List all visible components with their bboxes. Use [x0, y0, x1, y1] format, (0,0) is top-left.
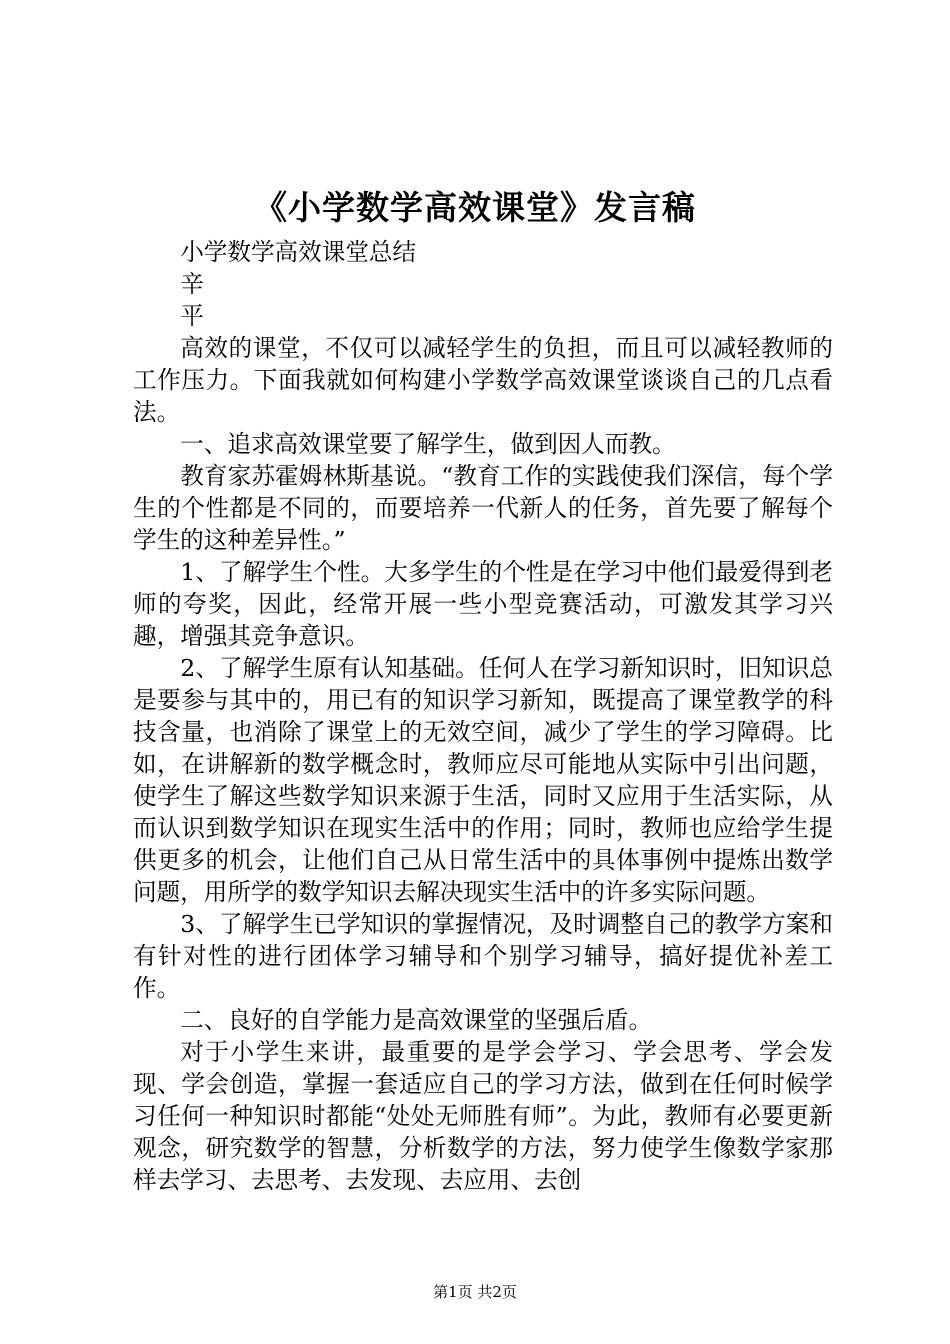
- paragraph-point-2: 2、了解学生原有认知基础。任何人在学习新知识时，旧知识总是要参与其中的，用已有的知识学习新知，既提高了课堂教学的科技含量，也消除了课堂上的无效空间，减少了学生的学习障碍。比如，在讲解新的数学概念时，教师应尽可能地从实际中引出问题，使学生了解这些数学知识来源于生活，同时又应用于生活实际，从而认识到数学知识在现实生活中的作用；同时，教师也应给学生提供更多的机会，让他们自己从日常生活中的具体事例中提炼出数学问题，用所学的数学知识去解决现实生活中的许多实际问题。: [133, 654, 833, 906]
- page-footer: 第1页 共2页: [433, 1283, 517, 1301]
- document-subtitle: 小学数学高效课堂总结: [180, 238, 417, 266]
- paragraph-intro: 高效的课堂，不仅可以减轻学生的负担，而且可以减轻教师的工作压力。下面我就如何构建小学数学高效课堂谈谈自己的几点看法。: [133, 334, 833, 426]
- section-heading-1: 一、追求高效课堂要了解学生，做到因人而教。: [180, 430, 676, 458]
- paragraph-quote: 教育家苏霍姆林斯基说。“教育工作的实践使我们深信，每个学生的个性都是不同的，而要培养一代新人的任务，首先要了解每个学生的这种差异性。”: [133, 462, 833, 554]
- section-heading-2: 二、良好的自学能力是高效课堂的坚强后盾。: [180, 1006, 653, 1034]
- document-title: 《小学数学高效课堂》发言稿: [254, 188, 696, 227]
- document-body: [133, 236, 833, 1196]
- author-line-1: 辛: [180, 270, 204, 298]
- paragraph-point-1: 1、了解学生个性。大多学生的个性是在学习中他们最爱得到老师的夸奖，因此，经常开展一些小型竞赛活动，可激发其学习兴趣，增强其竞争意识。: [133, 558, 833, 650]
- author-line-2: 平: [180, 302, 204, 330]
- paragraph-self-study: 对于小学生来讲，最重要的是学会学习、学会思考、学会发现、学会创造，掌握一套适应自己的学习方法，做到在任何时候学习任何一种知识时都能“处处无师胜有师”。为此，教师有必要更新观念，研究数学的智慧，分析数学的方法，努力使学生像数学家那样去学习、去思考、去发现、去应用、去创: [133, 1038, 833, 1194]
- paragraph-point-3: 3、了解学生已学知识的掌握情况，及时调整自己的教学方案和有针对性的进行团体学习辅导和个别学习辅导，搞好提优补差工作。: [133, 910, 833, 1002]
